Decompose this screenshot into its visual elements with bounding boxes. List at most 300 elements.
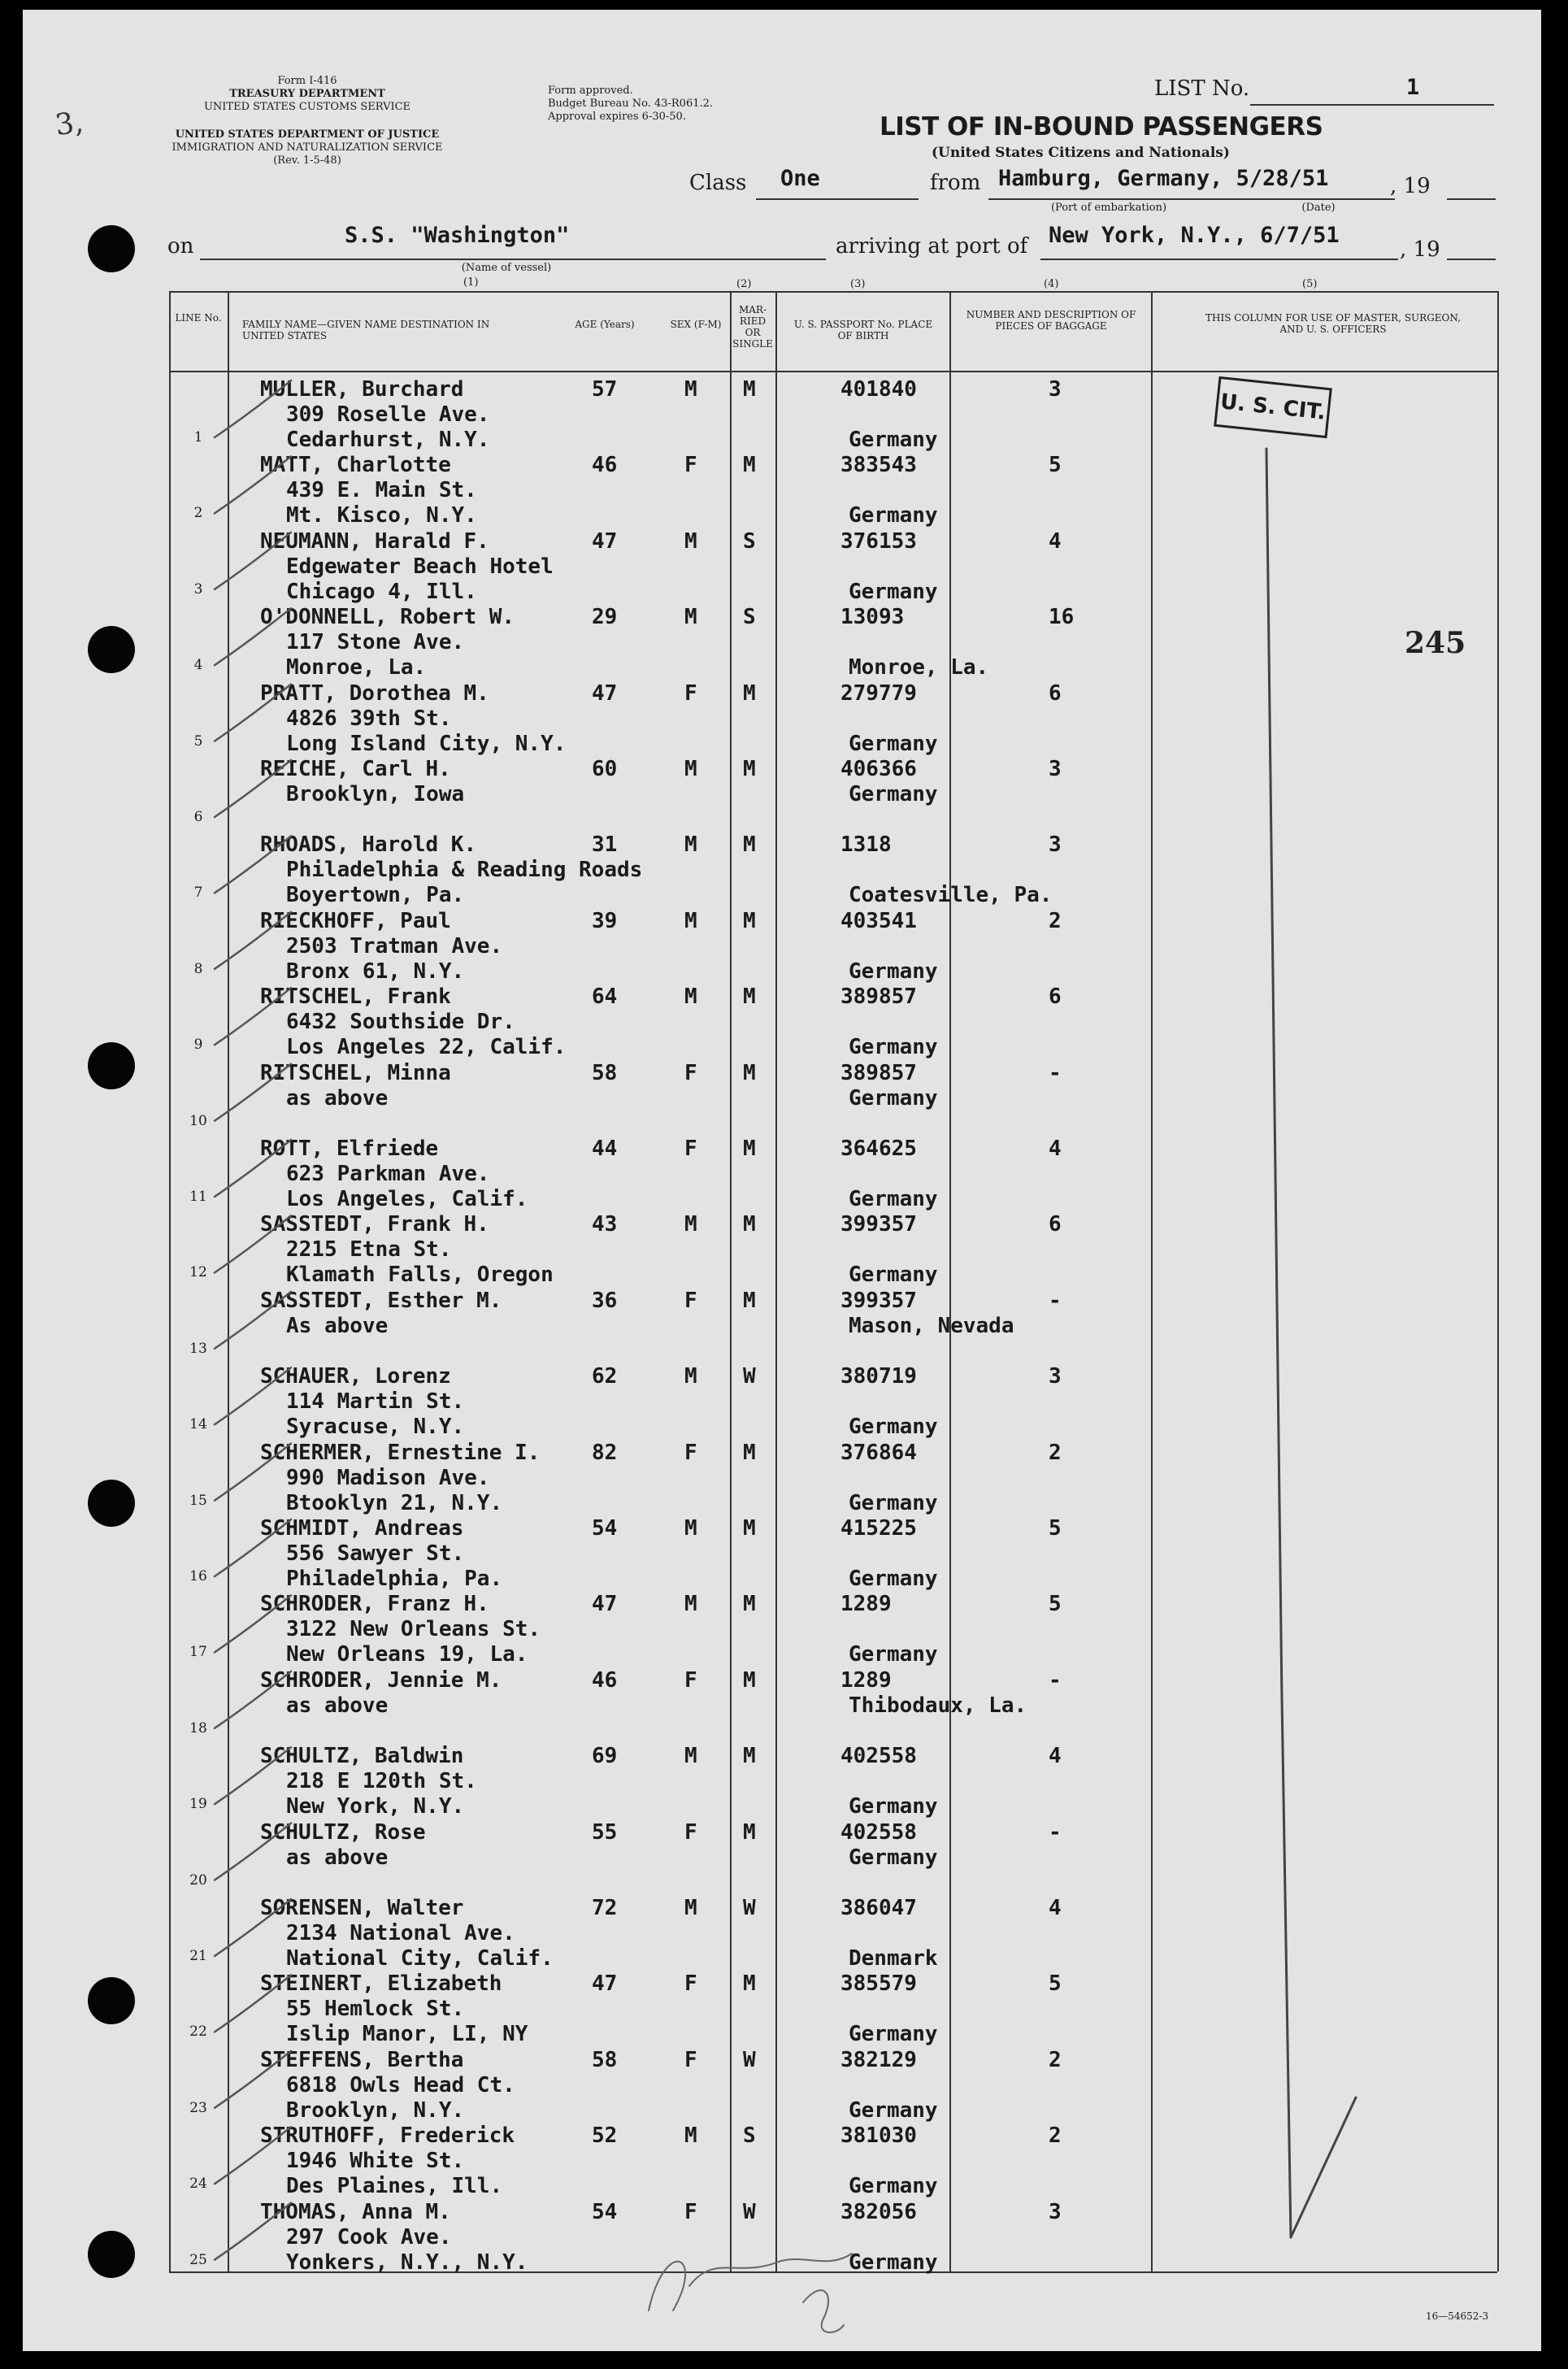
address-line-1: 117 Stone Ave. [286,630,465,655]
col-header-line-no: LINE No. [175,312,222,324]
place-of-birth: Coatesville, Pa. [849,883,1053,908]
marital-status: M [743,832,756,858]
address-line-2: Cedarhurst, N.Y. [286,428,490,452]
passport-number: 399357 [840,1288,917,1313]
place-of-birth: Germany [849,2022,938,2047]
address-line-1: Edgewater Beach Hotel [286,554,554,579]
marital-status: M [743,680,756,706]
place-of-birth: Germany [849,2174,938,2199]
passenger-sex: F [684,1137,697,1161]
check-mark [215,2203,291,2260]
arrival-value: New York, N.Y., 6/7/51 [1049,223,1340,248]
passenger-sex: M [684,1364,697,1389]
passenger-name: ROTT, Elfriede [260,1137,439,1161]
passenger-sex: M [684,2123,697,2149]
check-mark [215,1671,291,1728]
class-value: One [780,166,820,191]
on-label: on [167,234,194,259]
place-of-birth: Denmark [849,1946,938,1971]
check-mark [215,1595,291,1652]
place-of-birth: Germany [849,1187,938,1211]
class-label: Class [689,171,747,195]
footer-code: 16—54652-3 [1426,2310,1489,2322]
vessel-caption: (Name of vessel) [461,262,552,274]
pen-markings [23,10,1541,2351]
passenger-age: 72 [592,1896,618,1920]
passenger-age: 58 [592,2047,618,2072]
address-line-1: 439 E. Main St. [286,478,477,503]
address-line-2: Btooklyn 21, N.Y. [286,1490,503,1515]
passenger-name: MULLER, Burchard [260,377,464,402]
check-mark [215,1367,291,1424]
col-number-2: (2) [736,278,752,290]
check-mark [215,1444,291,1501]
check-mark [215,685,291,741]
passport-number: 389857 [840,1060,917,1085]
check-mark [215,760,291,817]
passport-number: 415225 [840,1516,917,1541]
rev-label: (Rev. 1-5-48) [273,154,341,167]
passenger-age: 46 [592,1667,618,1693]
passport-number: 402558 [840,1819,917,1845]
place-of-birth: Germany [849,1263,938,1288]
col-header-sex: SEX (F-M) [670,319,722,330]
passport-number: 386047 [840,1896,917,1920]
passport-number: 381030 [840,2123,917,2149]
address-line-2: New Orleans 19, La. [286,1642,528,1667]
address-line-1: 309 Roselle Ave. [286,402,490,427]
treasury-label: TREASURY DEPARTMENT [229,88,385,100]
check-mark [215,2127,291,2184]
passenger-age: 47 [592,1592,618,1617]
marital-status: M [743,1440,756,1465]
passenger-sex: F [684,680,697,706]
passenger-age: 69 [592,1744,618,1769]
line-number: 25 [189,2251,207,2268]
check-mark [215,1975,291,2032]
justice-label: UNITED STATES DEPARTMENT OF JUSTICE [175,128,440,141]
passenger-age: 47 [592,680,618,706]
marital-status: M [743,985,756,1010]
col-number-1: (1) [463,276,479,289]
address-line-2: Los Angeles, Calif. [286,1187,528,1211]
passenger-sex: F [684,1440,697,1465]
marital-status: M [743,757,756,781]
marital-status: M [743,908,756,933]
form-id: Form I-416 [277,75,337,87]
arriving-label: arriving at port of [836,234,1028,259]
address-line-2: Bronx 61, N.Y. [286,958,465,984]
passport-number: 382056 [840,2199,917,2224]
page-title: LIST OF IN-BOUND PASSENGERS [880,112,1323,141]
passport-number: 406366 [840,757,917,781]
baggage-count: 6 [1049,985,1062,1010]
passenger-sex: F [684,1060,697,1085]
passenger-age: 62 [592,1364,618,1389]
address-line-1: 3122 New Orleans St. [286,1617,541,1642]
place-of-birth: Germany [849,1567,938,1591]
passenger-name: RITSCHEL, Minna [260,1060,451,1085]
line-number: 22 [189,2023,207,2041]
place-of-birth: Germany [849,503,938,528]
passenger-sex: M [684,528,697,554]
passenger-age: 54 [592,2199,618,2224]
address-line-2: Los Angeles 22, Calif. [286,1035,567,1060]
marital-status: M [743,1137,756,1161]
place-of-birth: Germany [849,731,938,756]
line-number: 16 [189,1568,207,1584]
col-header-married: MAR-RIED OR SINGLE [732,304,773,350]
passenger-age: 58 [592,1060,618,1085]
address-line-2: Long Island City, N.Y. [286,731,567,756]
address-line-1: 2503 Tratman Ave. [286,933,503,958]
baggage-count: - [1049,1667,1062,1693]
baggage-count: 3 [1049,2199,1062,2224]
line-number: 6 [193,809,203,825]
passenger-sex: M [684,985,697,1010]
address-line-1: Brooklyn, Iowa [286,782,465,806]
check-mark [215,836,291,893]
line-number: 7 [193,885,203,902]
address-line-1: 4826 39th St. [286,706,452,731]
passenger-age: 47 [592,1971,618,1997]
marital-status: M [743,1667,756,1693]
baggage-count: 4 [1049,1137,1062,1161]
corner-mark: 3, [53,105,86,143]
manifest-page [23,10,1541,2351]
check-mark [215,380,291,437]
passport-number: 383543 [840,453,917,478]
check-mark [215,608,291,665]
line-number: 18 [189,1719,207,1737]
marital-status: S [743,528,756,554]
passenger-sex: F [684,1667,697,1693]
passenger-name: REICHE, Carl H. [260,757,451,781]
passenger-name: THOMAS, Anna M. [260,2199,451,2224]
check-mark [215,1292,291,1349]
marital-status: M [743,1212,756,1237]
passport-number: 13093 [840,605,905,630]
place-of-birth: Germany [849,428,938,452]
passenger-sex: M [684,1592,697,1617]
place-of-birth: Thibodaux, La. [849,1693,1027,1718]
marital-status: M [743,1744,756,1769]
date-caption: (Date) [1301,202,1336,214]
passenger-sex: M [684,908,697,933]
check-mark [215,2051,291,2108]
baggage-count: 2 [1049,2123,1062,2149]
baggage-count: 3 [1049,832,1062,858]
passport-number: 382129 [840,2047,917,2072]
col-header-name: FAMILY NAME—GIVEN NAME DESTINATION IN UNITED STATES [242,319,490,341]
passenger-age: 60 [592,757,618,781]
check-mark [215,456,291,513]
address-line-1: 990 Madison Ave. [286,1465,490,1490]
passenger-age: 47 [592,528,618,554]
line-number: 3 [193,580,203,598]
baggage-count: - [1049,1288,1062,1313]
place-of-birth: Germany [849,1085,938,1111]
address-line-1: 623 Parkman Ave. [286,1162,490,1186]
place-of-birth: Germany [849,1845,938,1870]
address-line-1: 556 Sawyer St. [286,1541,465,1566]
from-label: from [930,171,981,195]
passenger-name: STRUTHOFF, Frederick [260,2123,515,2149]
year-label-1: , 19 [1390,174,1431,198]
passenger-age: 46 [592,453,618,478]
place-of-birth: Germany [849,1642,938,1667]
baggage-count: 5 [1049,453,1062,478]
address-line-2: Boyertown, Pa. [286,883,465,908]
line-number: 17 [189,1644,207,1661]
line-number: 19 [189,1796,207,1813]
place-of-birth: Germany [849,958,938,984]
check-mark [215,1823,291,1880]
address-line-1: as above [286,1085,389,1111]
passenger-sex: F [684,1971,697,1997]
passport-number: 401840 [840,377,917,402]
passenger-sex: M [684,1744,697,1769]
passenger-sex: F [684,2199,697,2224]
address-line-2: Syracuse, N.Y. [286,1415,465,1440]
address-line-1: 55 Hemlock St. [286,1997,465,2022]
line-number: 11 [189,1189,207,1205]
marital-status: M [743,1060,756,1085]
check-mark [215,1140,291,1197]
address-line-1: as above [286,1693,389,1718]
address-line-2: New York, N.Y. [286,1794,465,1819]
passenger-sex: F [684,1819,697,1845]
line-number: 15 [189,1492,207,1509]
vessel-value: S.S. "Washington" [345,223,570,248]
passport-number: 376153 [840,528,917,554]
baggage-count: 2 [1049,908,1062,933]
line-number: 10 [189,1112,207,1129]
col-number-3: (3) [850,278,866,290]
passenger-sex: M [684,1896,697,1920]
passenger-name: SASSTEDT, Frank H. [260,1212,489,1237]
line-number: 2 [193,505,203,522]
passenger-name: SORENSEN, Walter [260,1896,464,1920]
passenger-age: 64 [592,985,618,1010]
passport-number: 399357 [840,1212,917,1237]
address-line-1: 297 Cook Ave. [286,2224,452,2249]
address-line-1: 218 E 120th St. [286,1769,477,1794]
place-of-birth: Mason, Nevada [849,1313,1014,1338]
place-of-birth: Germany [849,1415,938,1440]
line-number: 23 [189,2099,207,2116]
passenger-name: SCHULTZ, Rose [260,1819,426,1845]
address-line-2: Yonkers, N.Y., N.Y. [286,2249,528,2275]
baggage-count: 2 [1049,2047,1062,2072]
line-number: 12 [189,1264,207,1281]
form-approved: Form approved. [548,85,633,97]
baggage-count: 5 [1049,1516,1062,1541]
check-mark [215,1064,291,1121]
passport-number: 1318 [840,832,892,858]
baggage-count: 16 [1049,605,1075,630]
place-of-birth: Germany [849,1035,938,1060]
check-mark [215,988,291,1045]
baggage-count: - [1049,1819,1062,1845]
passenger-age: 39 [592,908,618,933]
place-of-birth: Germany [849,1794,938,1819]
baggage-count: 3 [1049,1364,1062,1389]
marital-status: M [743,1516,756,1541]
baggage-count: 6 [1049,680,1062,706]
passenger-sex: M [684,1212,697,1237]
passenger-age: 54 [592,1516,618,1541]
address-line-1: as above [286,1845,389,1870]
passenger-age: 31 [592,832,618,858]
col-header-baggage: NUMBER AND DESCRIPTION OF PIECES OF BAGGAGE [966,309,1136,332]
passenger-age: 55 [592,1819,618,1845]
address-line-1: Philadelphia & Reading Roads [286,858,643,883]
passenger-name: RHOADS, Harold K. [260,832,477,858]
passenger-name: SCHAUER, Lorenz [260,1364,451,1389]
place-of-birth: Germany [849,2097,938,2123]
line-number: 21 [189,1948,207,1964]
address-line-1: As above [286,1313,389,1338]
passenger-age: 44 [592,1137,618,1161]
margin-note: 245 [1405,626,1466,660]
passenger-name: STEINERT, Elizabeth [260,1971,502,1997]
passenger-age: 43 [592,1212,618,1237]
passenger-age: 36 [592,1288,618,1313]
address-line-2: Philadelphia, Pa. [286,1567,503,1591]
check-mark [215,532,291,589]
marital-status: M [743,1819,756,1845]
address-line-1: 2134 National Ave. [286,1921,515,1945]
marital-status: W [743,2199,756,2224]
approval-expiry: Approval expires 6-30-50. [548,111,686,123]
passenger-age: 52 [592,2123,618,2149]
check-mark [215,1899,291,1956]
page-subtitle: (United States Citizens and Nationals) [932,145,1230,161]
ins-label: IMMIGRATION AND NATURALIZATION SERVICE [172,141,443,154]
budget-bureau: Budget Bureau No. 43-R061.2. [548,98,714,110]
line-number: 5 [193,732,203,750]
baggage-count: 4 [1049,528,1062,554]
passenger-name: SASSTEDT, Esther M. [260,1288,502,1313]
passport-number: 279779 [840,680,917,706]
baggage-count: 2 [1049,1440,1062,1465]
passport-number: 402558 [840,1744,917,1769]
passport-number: 389857 [840,985,917,1010]
marital-status: W [743,2047,756,2072]
passenger-sex: F [684,453,697,478]
address-line-2: Monroe, La. [286,655,427,680]
col-header-passport: U. S. PASSPORT No. PLACE OF BIRTH [793,319,933,341]
col-number-4: (4) [1044,278,1059,290]
baggage-count: 5 [1049,1971,1062,1997]
address-line-2: Des Plaines, Ill. [286,2174,503,2199]
marital-status: M [743,1971,756,1997]
line-number: 20 [189,1871,207,1889]
marital-status: M [743,1288,756,1313]
passenger-sex: F [684,2047,697,2072]
passenger-name: SCHRODER, Franz H. [260,1592,489,1617]
passenger-sex: M [684,1516,697,1541]
port-caption: (Port of embarkation) [1050,202,1167,214]
passenger-sex: M [684,757,697,781]
passport-number: 1289 [840,1592,892,1617]
passport-number: 403541 [840,908,917,933]
customs-label: UNITED STATES CUSTOMS SERVICE [203,101,411,113]
line-number: 13 [189,1340,207,1357]
line-number: 1 [193,429,203,446]
address-line-1: 6818 Owls Head Ct. [286,2072,515,2097]
list-no-label: LIST No. [1154,76,1250,101]
marital-status: S [743,605,756,630]
line-number: 14 [189,1416,207,1433]
address-line-2: Mt. Kisco, N.Y. [286,503,477,528]
passenger-age: 82 [592,1440,618,1465]
address-line-1: 1946 White St. [286,2149,465,2174]
year-label-2: , 19 [1400,237,1440,262]
line-number: 24 [189,2176,207,2193]
list-no-value: 1 [1406,75,1420,100]
marital-status: S [743,2123,756,2149]
passenger-name: SCHULTZ, Baldwin [260,1744,464,1769]
passenger-name: RITSCHEL, Frank [260,985,451,1010]
col-number-5: (5) [1302,278,1318,290]
passenger-sex: M [684,832,697,858]
baggage-count: 3 [1049,377,1062,402]
check-mark [215,1519,291,1576]
line-number: 9 [193,1037,203,1054]
passenger-name: STEFFENS, Bertha [260,2047,464,2072]
baggage-count: - [1049,1060,1062,1085]
passenger-name: RIECKHOFF, Paul [260,908,451,933]
passenger-name: SCHMIDT, Andreas [260,1516,464,1541]
marital-status: M [743,453,756,478]
baggage-count: 4 [1049,1744,1062,1769]
baggage-count: 5 [1049,1592,1062,1617]
place-of-birth: Germany [849,1490,938,1515]
passenger-age: 57 [592,377,618,402]
embarkation-value: Hamburg, Germany, 5/28/51 [998,166,1329,191]
passenger-sex: M [684,605,697,630]
baggage-count: 6 [1049,1212,1062,1237]
passenger-sex: M [684,377,697,402]
passenger-name: O'DONNELL, Robert W. [260,605,515,630]
passenger-name: MATT, Charlotte [260,453,451,478]
address-line-1: 114 Martin St. [286,1389,465,1415]
baggage-count: 3 [1049,757,1062,781]
address-line-2: Klamath Falls, Oregon [286,1263,554,1288]
passport-number: 376864 [840,1440,917,1465]
marital-status: W [743,1364,756,1389]
place-of-birth: Germany [849,782,938,806]
address-line-1: 6432 Southside Dr. [286,1010,515,1035]
address-line-2: National City, Calif. [286,1946,554,1971]
place-of-birth: Germany [849,579,938,604]
address-line-2: Chicago 4, Ill. [286,579,477,604]
passenger-name: NEUMANN, Harald F. [260,528,489,554]
passenger-age: 29 [592,605,618,630]
baggage-count: 4 [1049,1896,1062,1920]
citizen-stamp: U. S. CIT. [1214,376,1332,438]
check-mark [215,912,291,969]
line-number: 8 [193,960,203,977]
check-mark [215,1747,291,1804]
passenger-sex: F [684,1288,697,1313]
passenger-name: PRATT, Dorothea M. [260,680,489,706]
address-line-2: Islip Manor, LI, NY [286,2022,528,2047]
line-number: 4 [193,657,203,674]
passenger-name: SCHERMER, Ernestine I. [260,1440,541,1465]
